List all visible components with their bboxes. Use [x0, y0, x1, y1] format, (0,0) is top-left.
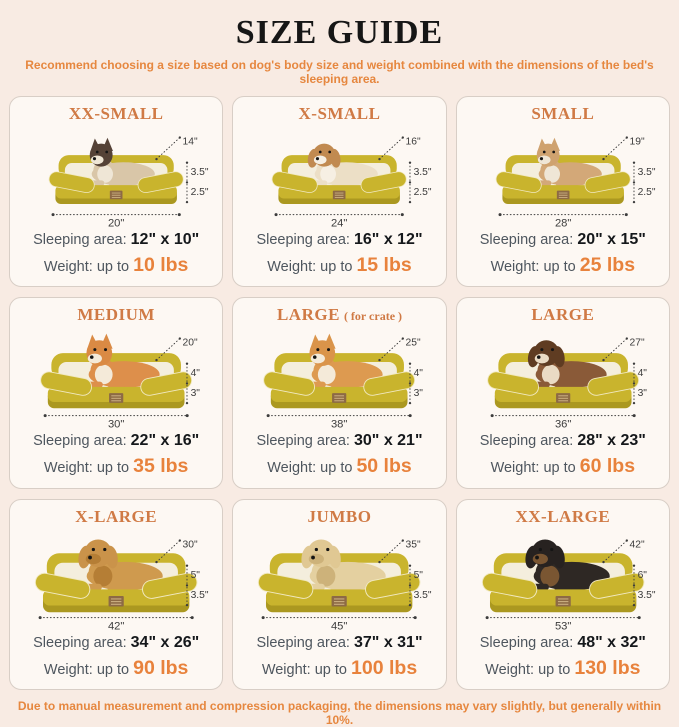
- sleeping-area-line: [236, 632, 442, 655]
- bed-illustration: [236, 326, 442, 430]
- bolster-height-label: 6": [637, 570, 647, 582]
- size-name: XX-LARGE: [515, 506, 611, 526]
- weight-label: Weight: up to: [261, 661, 347, 678]
- size-name: MEDIUM: [77, 305, 155, 325]
- weight-value: 25 lbs: [579, 253, 636, 276]
- sleeping-area-line: [13, 430, 219, 453]
- base-height-label: 3": [413, 388, 424, 400]
- weight-value: 15 lbs: [356, 253, 412, 276]
- bed-graphic: [34, 539, 199, 612]
- weight-label: Weight: up to: [267, 258, 353, 275]
- bed-graphic: [271, 144, 408, 204]
- size-card: [232, 499, 446, 690]
- depth-dimension-label: 42": [629, 539, 645, 551]
- bolster-height-label: 5": [190, 570, 200, 582]
- width-dimension-label: 30": [107, 418, 125, 431]
- bed-graphic: [257, 539, 422, 612]
- sleeping-area-value: 34" x 26": [130, 633, 200, 651]
- weight-value: 100 lbs: [351, 656, 418, 679]
- bed-illustration: [236, 528, 442, 632]
- weight-value: 10 lbs: [133, 253, 189, 276]
- weight-label: Weight: up to: [43, 661, 130, 678]
- bed-illustration: [460, 125, 666, 229]
- sleeping-area-value: 37" x 31": [353, 633, 423, 651]
- page-title: SIZE GUIDE: [235, 14, 444, 51]
- bed-illustration: [460, 326, 666, 430]
- size-name: JUMBO: [307, 506, 372, 526]
- weight-label: Weight: up to: [490, 258, 576, 275]
- size-card-title: [460, 507, 666, 527]
- depth-dimension-label: 20": [182, 338, 198, 350]
- base-height-label: 3": [637, 388, 647, 400]
- sleeping-area-value: 28" x 23": [577, 432, 646, 450]
- sleeping-area-line: [460, 632, 666, 655]
- weight-line: [13, 453, 219, 481]
- sleeping-area-value: 12" x 10": [130, 231, 200, 248]
- bed-illustration: [13, 326, 219, 430]
- width-dimension-label: 45": [331, 620, 348, 632]
- weight-line: [236, 655, 442, 683]
- base-height-label: 3.5": [637, 589, 656, 601]
- width-dimension-label: 53": [554, 620, 572, 632]
- weight-value: 50 lbs: [356, 455, 412, 478]
- size-card-title: [13, 305, 219, 325]
- sleeping-area-line: [236, 430, 442, 453]
- sleeping-area-label: Sleeping area:: [256, 232, 350, 248]
- page-subtitle: Recommend choosing a size based on dog's body size and weight combined with the dimensions of the bed's sleeping area.: [25, 58, 654, 86]
- weight-line: [13, 655, 219, 683]
- bolster-height-label: 4": [190, 368, 200, 380]
- size-card: [456, 499, 670, 690]
- size-card-title: [13, 104, 219, 124]
- bed-illustration: [460, 528, 666, 632]
- sleeping-area-value: 48" x 32": [577, 633, 646, 651]
- bolster-height-label: 4": [637, 368, 647, 380]
- sleeping-area-value: 22" x 16": [130, 432, 200, 450]
- size-card: [456, 297, 670, 488]
- sleeping-area-line: [236, 229, 442, 252]
- sleeping-area-label: Sleeping area:: [33, 634, 127, 651]
- depth-dimension-label: 16": [405, 136, 421, 148]
- weight-line: [460, 655, 666, 683]
- weight-label: Weight: up to: [43, 460, 130, 477]
- size-card: [456, 96, 670, 287]
- size-card: [9, 96, 223, 287]
- base-height-label: 3": [190, 388, 200, 400]
- size-name: X-SMALL: [298, 104, 381, 123]
- bed-graphic: [480, 539, 645, 612]
- size-card-title: [236, 104, 442, 124]
- size-name: XX-SMALL: [68, 104, 164, 123]
- sleeping-area-label: Sleeping area:: [33, 232, 127, 248]
- weight-label: Weight: up to: [267, 460, 353, 477]
- bed-graphic: [486, 341, 640, 409]
- width-dimension-label: 20": [107, 217, 125, 229]
- page-footnote: Due to manual measurement and compression packaging, the dimensions may vary slightly, but generally within 10%.: [17, 699, 662, 727]
- size-name: X-LARGE: [75, 506, 158, 526]
- sleeping-area-value: 16" x 12": [353, 231, 423, 248]
- base-height-label: 2.5": [637, 186, 656, 198]
- sleeping-area-label: Sleeping area:: [256, 634, 350, 651]
- bolster-height-label: 5": [413, 570, 424, 582]
- size-card-title: [13, 507, 219, 527]
- sleeping-area-line: [13, 632, 219, 655]
- sleeping-area-label: Sleeping area:: [479, 634, 574, 651]
- bolster-height-label: 3.5": [413, 167, 432, 179]
- weight-value: 35 lbs: [133, 455, 189, 478]
- width-dimension-label: 36": [554, 418, 572, 431]
- size-card-title: [460, 104, 666, 124]
- weight-line: [460, 453, 666, 481]
- bed-illustration: [13, 528, 219, 632]
- sleeping-area-label: Sleeping area:: [256, 433, 350, 450]
- weight-value: 90 lbs: [133, 656, 189, 679]
- bed-graphic: [48, 138, 185, 204]
- width-dimension-label: 24": [331, 217, 348, 229]
- bolster-height-label: 3.5": [190, 167, 209, 179]
- size-name: LARGE: [276, 305, 340, 325]
- bed-illustration: [13, 125, 219, 229]
- depth-dimension-label: 27": [629, 338, 645, 350]
- bed-graphic: [39, 334, 193, 409]
- sleeping-area-line: [460, 430, 666, 453]
- size-name-suffix: ( for crate ): [343, 309, 403, 324]
- size-card: [9, 499, 223, 690]
- size-card: [232, 96, 446, 287]
- size-cards-grid: [9, 96, 670, 690]
- sleeping-area-line: [13, 229, 219, 252]
- weight-line: [236, 252, 442, 280]
- base-height-label: 3.5": [190, 589, 209, 601]
- size-card-title: [236, 507, 442, 527]
- weight-value: 130 lbs: [574, 656, 641, 679]
- weight-label: Weight: up to: [485, 661, 571, 678]
- size-card: [9, 297, 223, 488]
- size-name: LARGE: [531, 305, 595, 325]
- sleeping-area-value: 20" x 15": [577, 231, 646, 248]
- weight-line: [460, 252, 666, 280]
- bed-illustration: [236, 125, 442, 229]
- bolster-height-label: 3.5": [637, 167, 656, 179]
- size-card-title: [460, 305, 666, 325]
- depth-dimension-label: 14": [182, 136, 198, 148]
- sleeping-area-label: Sleeping area:: [479, 232, 574, 248]
- weight-line: [236, 453, 442, 481]
- weight-value: 60 lbs: [579, 455, 636, 478]
- depth-dimension-label: 19": [629, 136, 645, 148]
- base-height-label: 2.5": [413, 186, 432, 198]
- depth-dimension-label: 35": [405, 539, 421, 551]
- weight-label: Weight: up to: [490, 460, 576, 477]
- sleeping-area-label: Sleeping area:: [33, 433, 127, 450]
- bed-graphic: [494, 138, 631, 204]
- width-dimension-label: 38": [331, 418, 348, 431]
- sleeping-area-label: Sleeping area:: [479, 433, 574, 450]
- depth-dimension-label: 30": [182, 539, 198, 551]
- weight-label: Weight: up to: [43, 258, 130, 275]
- base-height-label: 2.5": [190, 186, 209, 198]
- size-card: [232, 297, 446, 488]
- size-card-title: [236, 305, 442, 325]
- sleeping-area-line: [460, 229, 666, 252]
- sleeping-area-value: 30" x 21": [353, 432, 423, 450]
- size-name: SMALL: [531, 104, 595, 123]
- bed-graphic: [263, 334, 417, 409]
- weight-line: [13, 252, 219, 280]
- bolster-height-label: 4": [413, 368, 424, 380]
- width-dimension-label: 42": [107, 620, 125, 632]
- depth-dimension-label: 25": [405, 338, 421, 350]
- base-height-label: 3.5": [413, 589, 432, 601]
- width-dimension-label: 28": [554, 217, 572, 229]
